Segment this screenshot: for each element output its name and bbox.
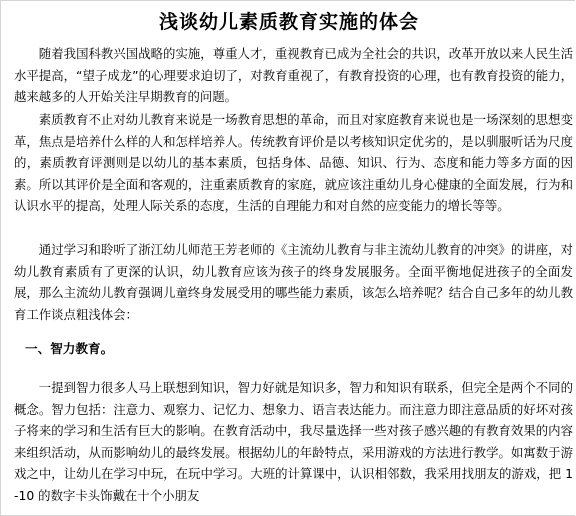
paragraph-2: 素质教育不止对幼儿教育来说是一场教育思想的革命，而且对家庭教育来说也是一场深刻的思想变革，焦点是培养什么样的人和怎样培养人。传统教育评价是以考核知识定优劣的，是以驯服听话为尺度的，素质教育评测则是以幼儿的基本素质，包括身体、品德、知识、行为、态度和能力等多方面的因素。所以其评价是全面和客观的，注重素质教育的家庭，就应该注重幼儿身心健康的全面发展，行为和认识水平的提高，处理人际关系的态度，生活的自理能力和对自然的应变能力的增长等等。	[14, 112, 573, 214]
section-heading: 一、智力教育。	[25, 341, 114, 356]
paragraph-1: 随着我国科教兴国战略的实施，尊重人才，重视教育已成为全社会的共识，改革开放以来人民生活水平提高，“望子成龙”的心理要求迫切了，对教育重视了，有教育投资的心理，也有教育投资的能力，越来越多的人开始关注早期教育的问题。	[14, 46, 573, 105]
article-title: 浅谈幼儿素质教育实施的体会	[158, 11, 419, 33]
paragraph-3: 通过学习和聆听了浙江幼儿师范王芳老师的《主流幼儿教育与非主流幼儿教育的冲突》的讲座，对幼儿教育素质有了更深的认识，幼儿教育应该为孩子的终身发展服务。全面平衡地促进孩子的全面发展，那么主流幼儿教育强调儿童终身发展受用的哪些能力素质，该怎么培养呢？结合自己多年的幼儿教育工作谈点粗浅体会：	[14, 242, 573, 322]
paragraph-4: 一提到智力很多人马上联想到知识，智力好就是知识多，智力和知识有联系，但完全是两个不同的概念。智力包括：注意力、观察力、记忆力、想象力、语言表达能力。而注意力即注意品质的好坏对孩子将来的学习和生活有巨大的影响。在教育活动中，我尽量选择一些对孩子感兴趣的有教育效果的内容来组织活动，从而影响幼儿的最终发展。根据幼儿的年龄特点，采用游戏的方法进行教学。如寓数于游戏之中，让幼儿在学习中玩，在玩中学习。大班的计算课中，认识相邻数，我采用找朋友的游戏，把 1-10 的数字卡头饰戴在十个小朋友	[14, 380, 573, 503]
